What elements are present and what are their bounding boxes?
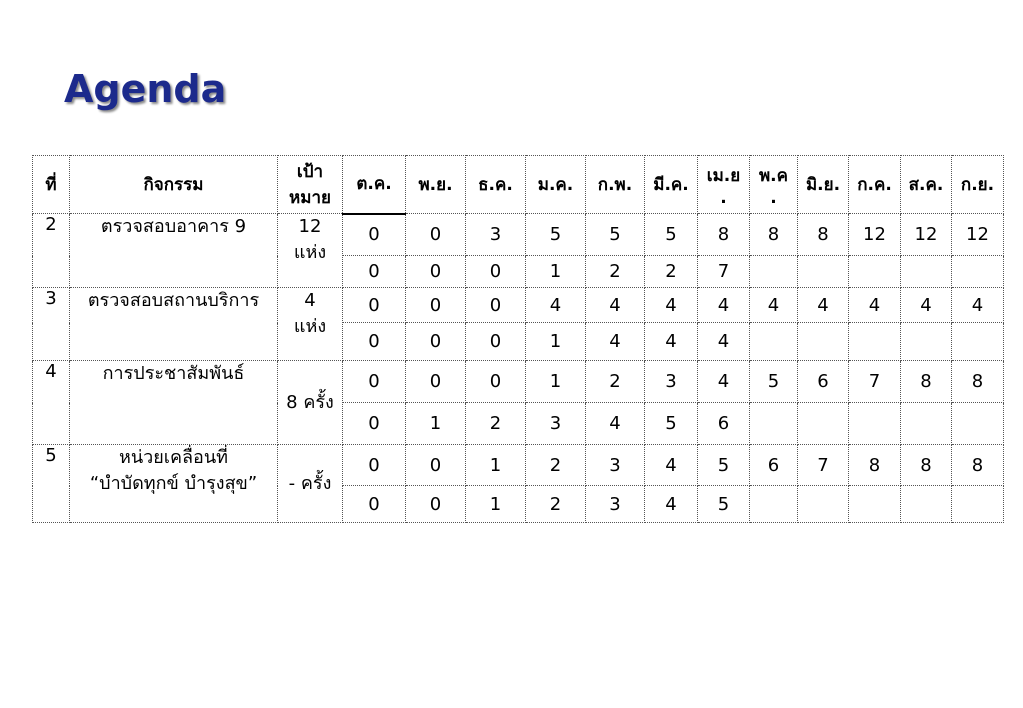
header-month-label: ก.พ. — [597, 174, 633, 195]
plan-cell: 0 — [466, 361, 526, 403]
plan-cell: 6 — [750, 445, 798, 486]
actual-cell — [849, 486, 901, 523]
plan-cell: 1 — [466, 445, 526, 486]
actual-cell: 6 — [698, 403, 750, 445]
actual-cell: 4 — [645, 486, 698, 523]
row-number: 3 — [33, 288, 70, 361]
table-row — [33, 288, 1004, 323]
plan-cell: 8 — [952, 445, 1004, 486]
plan-cell: 6 — [798, 361, 849, 403]
actual-cell: 5 — [645, 403, 698, 445]
plan-cell: 4 — [901, 288, 952, 323]
actual-cell — [849, 256, 901, 288]
actual-cell — [901, 323, 952, 361]
plan-cell: 3 — [466, 214, 526, 256]
header-month-label: ก.ย. — [960, 174, 995, 195]
page-title: Agenda — [64, 67, 227, 111]
plan-cell: 8 — [849, 445, 901, 486]
plan-cell: 12 — [901, 214, 952, 256]
row-number: 5 — [33, 445, 70, 523]
actual-cell: 0 — [406, 256, 466, 288]
target-unit: แห่ง — [293, 316, 327, 337]
plan-cell: 7 — [798, 445, 849, 486]
header-month-label: ธ.ค. — [478, 174, 513, 195]
header-target-line2: หมาย — [289, 187, 331, 208]
header-month-label: พ.ย. — [418, 174, 453, 195]
actual-cell — [750, 403, 798, 445]
header-month — [901, 156, 952, 214]
plan-cell: 0 — [406, 361, 466, 403]
actual-cell — [952, 403, 1004, 445]
actual-cell — [798, 256, 849, 288]
actual-cell: 4 — [698, 323, 750, 361]
actual-cell — [798, 323, 849, 361]
actual-cell: 0 — [343, 323, 406, 361]
plan-cell: 4 — [645, 445, 698, 486]
actual-cell: 4 — [586, 323, 645, 361]
actual-cell — [750, 486, 798, 523]
plan-cell: 8 — [901, 361, 952, 403]
actual-cell: 1 — [466, 486, 526, 523]
plan-cell: 1 — [526, 361, 586, 403]
header-activity: กิจกรรม — [70, 156, 278, 214]
plan-cell: 3 — [586, 445, 645, 486]
row-number: 4 — [33, 361, 70, 445]
header-month — [343, 156, 406, 214]
plan-cell: 8 — [750, 214, 798, 256]
actual-cell: 1 — [406, 403, 466, 445]
plan-cell: 4 — [698, 288, 750, 323]
plan-cell: 4 — [586, 288, 645, 323]
actual-cell: 0 — [343, 256, 406, 288]
header-month — [586, 156, 645, 214]
header-month — [798, 156, 849, 214]
actual-cell: 2 — [466, 403, 526, 445]
target-value: 12 — [298, 216, 322, 237]
actual-cell — [750, 256, 798, 288]
activity-name: ตรวจสอบอาคาร 9 — [100, 216, 247, 237]
header-target-line1: เป้า — [296, 161, 324, 182]
plan-cell: 4 — [849, 288, 901, 323]
header-month-label: เม.ย — [706, 165, 741, 186]
target-value: 4 — [304, 290, 316, 311]
actual-cell: 4 — [586, 403, 645, 445]
target-cell — [278, 361, 343, 445]
header-month-label: พ.ค — [758, 165, 789, 186]
activity-name: ตรวจสอบสถานบริการ — [87, 290, 260, 311]
actual-cell: 0 — [343, 486, 406, 523]
header-month-label: ก.ค. — [857, 174, 892, 195]
plan-cell: 5 — [750, 361, 798, 403]
plan-cell: 0 — [343, 361, 406, 403]
header-month-label: มี.ค. — [653, 174, 689, 195]
row-number: 2 — [33, 214, 70, 288]
actual-cell: 3 — [586, 486, 645, 523]
plan-cell: 8 — [901, 445, 952, 486]
actual-cell — [849, 323, 901, 361]
plan-cell: 7 — [849, 361, 901, 403]
actual-cell — [901, 256, 952, 288]
plan-cell: 8 — [698, 214, 750, 256]
header-month-label-cont: . — [770, 187, 777, 208]
plan-cell: 0 — [466, 288, 526, 323]
plan-cell: 2 — [586, 361, 645, 403]
actual-cell: 1 — [526, 256, 586, 288]
actual-cell — [798, 403, 849, 445]
actual-cell: 0 — [466, 323, 526, 361]
actual-cell — [798, 486, 849, 523]
plan-cell: 4 — [526, 288, 586, 323]
plan-cell: 4 — [952, 288, 1004, 323]
actual-cell: 2 — [586, 256, 645, 288]
header-month — [849, 156, 901, 214]
actual-cell: 2 — [645, 256, 698, 288]
plan-cell: 2 — [526, 445, 586, 486]
actual-cell: 0 — [343, 403, 406, 445]
actual-cell: 1 — [526, 323, 586, 361]
plan-cell: 0 — [343, 445, 406, 486]
actual-cell — [750, 323, 798, 361]
actual-cell — [952, 256, 1004, 288]
plan-cell: 8 — [952, 361, 1004, 403]
header-no: ที่ — [33, 156, 70, 214]
actual-cell: 4 — [645, 323, 698, 361]
header-month-label: ต.ค. — [356, 174, 392, 195]
table-row — [33, 445, 1004, 486]
target-cell — [278, 214, 343, 288]
plan-cell: 5 — [586, 214, 645, 256]
actual-cell — [901, 403, 952, 445]
activity-cell — [70, 445, 278, 523]
header-month — [466, 156, 526, 214]
table-row — [33, 214, 1004, 256]
actual-cell: 0 — [466, 256, 526, 288]
actual-cell — [952, 486, 1004, 523]
activity-name-cont: “บำบัดทุกข์ บำรุงสุข” — [89, 473, 258, 494]
header-month-label-cont: . — [720, 187, 727, 208]
actual-cell: 0 — [406, 323, 466, 361]
target-unit: แห่ง — [293, 242, 327, 263]
target-value: - ครั้ง — [288, 472, 332, 494]
plan-cell: 4 — [698, 361, 750, 403]
activity-cell — [70, 361, 278, 445]
header-row — [33, 156, 1004, 214]
header-month — [750, 156, 798, 214]
header-month — [645, 156, 698, 214]
target-value: 8 ครั้ง — [286, 391, 334, 413]
target-cell — [278, 288, 343, 361]
actual-cell — [849, 403, 901, 445]
target-cell — [278, 445, 343, 523]
plan-cell: 5 — [645, 214, 698, 256]
actual-cell: 7 — [698, 256, 750, 288]
plan-cell: 0 — [343, 214, 406, 256]
activity-name: การประชาสัมพันธ์ — [102, 363, 245, 384]
plan-cell: 0 — [343, 288, 406, 323]
plan-cell: 12 — [952, 214, 1004, 256]
header-month-label: ม.ค. — [537, 174, 574, 195]
plan-cell: 3 — [645, 361, 698, 403]
plan-cell: 4 — [645, 288, 698, 323]
header-month-label: มิ.ย. — [805, 174, 841, 195]
plan-cell: 0 — [406, 288, 466, 323]
header-month — [406, 156, 466, 214]
activity-name: หน่วยเคลื่อนที่ — [118, 447, 229, 468]
header-month — [952, 156, 1004, 214]
header-target — [278, 156, 343, 214]
header-month — [698, 156, 750, 214]
header-month — [526, 156, 586, 214]
activity-cell — [70, 288, 278, 361]
actual-cell: 3 — [526, 403, 586, 445]
plan-cell: 5 — [526, 214, 586, 256]
table-row — [33, 361, 1004, 403]
activity-cell — [70, 214, 278, 288]
plan-cell: 12 — [849, 214, 901, 256]
plan-cell: 0 — [406, 214, 466, 256]
plan-cell: 0 — [406, 445, 466, 486]
actual-cell: 0 — [406, 486, 466, 523]
actual-cell — [952, 323, 1004, 361]
header-month-label: ส.ค. — [908, 174, 944, 195]
actual-cell — [901, 486, 952, 523]
plan-cell: 8 — [798, 214, 849, 256]
plan-cell: 5 — [698, 445, 750, 486]
plan-cell: 4 — [798, 288, 849, 323]
plan-cell: 4 — [750, 288, 798, 323]
actual-cell: 5 — [698, 486, 750, 523]
agenda-table — [32, 155, 1004, 523]
actual-cell: 2 — [526, 486, 586, 523]
